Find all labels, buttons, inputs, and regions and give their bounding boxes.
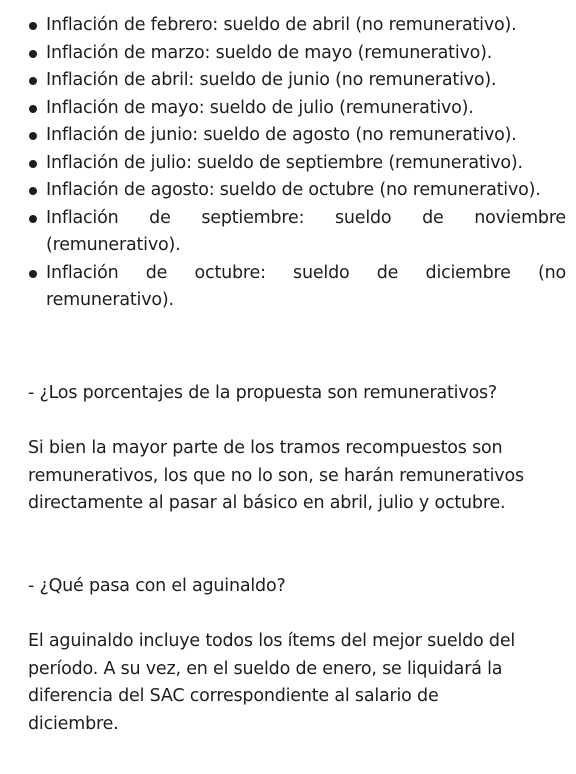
- list-item: [0, 95, 576, 123]
- bullet-icon: [29, 187, 37, 195]
- list-item-text: Inflación de junio: sueldo de agosto (no remunerativo).: [46, 125, 517, 145]
- list-item-text: Inflación de julio: sueldo de septiembre (remunerativo).: [46, 152, 523, 173]
- bullet-icon: [29, 77, 37, 85]
- inflation-schedule-list: [0, 12, 576, 315]
- list-item-text: Inflación de septiembre: sueldo de noviembre (remunerativo).: [46, 207, 566, 255]
- list-item-text: Inflación de marzo: sueldo de mayo (remunerativo).: [46, 42, 493, 63]
- bullet-icon: [29, 105, 37, 113]
- bullet-icon: [29, 132, 37, 140]
- faq-question: - ¿Qué pasa con el aguinaldo?: [28, 576, 286, 596]
- list-item: [0, 122, 576, 150]
- list-item-text: Inflación de abril: sueldo de junio (no remunerativo).: [46, 70, 497, 90]
- list-item: [0, 205, 576, 260]
- list-item: [0, 150, 576, 178]
- bullet-icon: [29, 22, 37, 30]
- list-item: [0, 12, 576, 40]
- list-item: [0, 67, 576, 95]
- bullet-icon: [29, 215, 37, 223]
- list-item: [0, 260, 576, 315]
- list-item-text: Inflación de agosto: sueldo de octubre (no remunerativo).: [46, 180, 541, 200]
- list-item-text: Inflación de octubre: sueldo de diciembre (no remunerativo).: [46, 262, 566, 310]
- list-item-text: Inflación de febrero: sueldo de abril (no remunerativo).: [46, 15, 517, 35]
- bullet-icon: [29, 160, 37, 168]
- faq-answer: El aguinaldo incluye todos los ítems del mejor sueldo del período. A su vez, en el sueldo de enero, se liquidará la diferencia del SAC correspondiente al salario de diciembre.: [28, 631, 516, 734]
- faq-answer: Si bien la mayor parte de los tramos recompuestos son remunerativos, los que no lo son, se harán remunerativos directamente al pasar al básico en abril, julio y octubre.: [28, 438, 524, 513]
- list-item: [0, 40, 576, 68]
- bullet-icon: [29, 270, 37, 278]
- bullet-icon: [29, 50, 37, 58]
- list-item-text: Inflación de mayo: sueldo de julio (remunerativo).: [46, 97, 474, 118]
- list-item: [0, 177, 576, 205]
- faq-question: - ¿Los porcentajes de la propuesta son remunerativos?: [28, 383, 498, 403]
